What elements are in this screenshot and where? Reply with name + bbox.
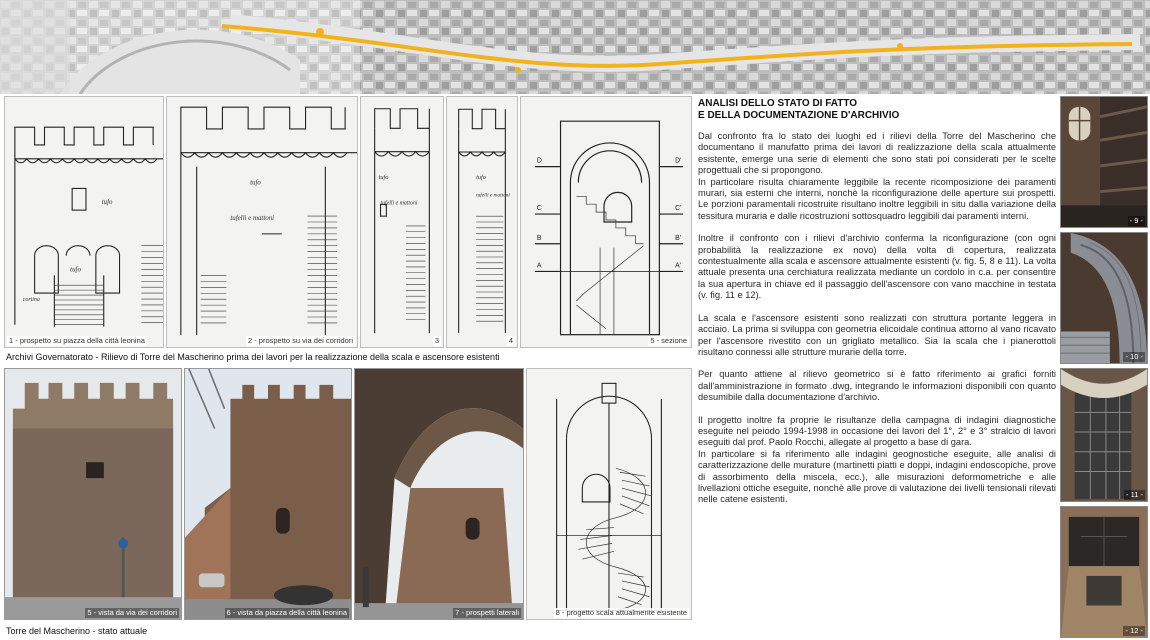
caption-drawing-2: 2 - prospetto su via dei corridori: [247, 336, 353, 345]
caption-drawing-3: 3: [434, 336, 439, 345]
caption-drawing-5: 5 - sezione: [650, 336, 687, 345]
label-tufo-d4: tufo: [476, 174, 486, 182]
caption-photo-5: 5 - vista da via dei corridori: [87, 608, 177, 617]
caption-photo-8: 8 - progetto scala attualmente esistente: [555, 608, 687, 617]
photo-fig-12: [1060, 506, 1148, 638]
photo-prospetti-laterali: [354, 368, 524, 620]
caption-fig-10: - 10 -: [1125, 352, 1143, 361]
label-cortina: cortina: [22, 297, 40, 303]
section-mark-b: B: [536, 234, 542, 242]
photo-vista-corridori: [4, 368, 182, 620]
drawing-progetto-scala: [526, 368, 692, 620]
drawing-prospetto-corridori: [166, 96, 358, 348]
analysis-text: [698, 98, 1056, 506]
caption-fig-9: - 9 -: [1129, 216, 1143, 225]
drawings-row-caption: Archivi Governatorato - Rilievo di Torre del Mascherino prima dei lavori per la realizzazione della scala e ascensore esistenti: [6, 352, 500, 362]
section-mark-d: D: [536, 157, 542, 165]
paragraph-4: La scala e l'ascensore esistenti sono realizzati con struttura portante leggera in acciaio. La prima si sviluppa con geometria elicoidale continua attorno al vano ricavato per l'ascensore rivestito con un grigliato metallico. Sia la scala che i pianerottoli risultano connessi alle strutture murarie della torre.: [698, 312, 1056, 357]
section-mark-d2: D': [675, 157, 682, 165]
label-tufo-2: tufo: [70, 266, 81, 274]
paragraph-6: Il progetto inoltre fa proprie le risultanze della campagna di indagini diagnostiche eseguite nel peiodo 1994-1998 in occasione dei lavori del 1°, 2° e 3° stralcio di lavori eseguiti dal prof. Paolo Rocchi, allegate al progetto a base di gara.: [698, 414, 1056, 448]
photo-fig-9: [1060, 96, 1148, 228]
section-title-line1: ANALISI DELLO STATO DI FATTO: [698, 98, 858, 109]
drawing-prospetto-piazza: [4, 96, 164, 348]
drawing-prospetto-3: [360, 96, 444, 348]
section-mark-c2: C': [675, 205, 682, 213]
paragraph-7: In particolare si fa riferimento alle indagini geognostiche eseguite, alle analisi di caratterizzazione delle murature (martinetti piatti e doppi, indagini endoscopiche, prove di assorbimento della miscela, ecc.), alle misurazioni deformometriche e alle livellazioni ottiche eseguite, nonchè alle prove di valutazione dei livelli tensionali rilevati nelle catene esistenti.: [698, 448, 1056, 505]
caption-fig-12: - 12 -: [1125, 626, 1143, 635]
section-mark-a2: A': [675, 262, 682, 270]
photo-vista-piazza: [184, 368, 352, 620]
photos-row-caption: Torre del Mascherino - stato attuale: [6, 626, 148, 636]
caption-drawing-4: 4: [508, 336, 513, 345]
label-tufelli-d2: tufelli e mattoni: [230, 215, 275, 223]
label-tufo-d2: tufo: [250, 179, 261, 187]
paragraph-1: Dal confronto fra lo stato dei luoghi ed i rilievi della Torre del Mascherino che documentano il manufatto prima dei lavori di realizzazione della scala attualmente esistente, emerge una serie di elementi che sono stati poi considerati per le scelte progettuali che si propongono.: [698, 131, 1056, 176]
drawing-prospetto-4: [446, 96, 518, 348]
label-tufelli-d4: tufelli e mattoni: [476, 192, 510, 199]
paragraph-3: Inoltre il confronto con i rilievi d'archivio conferma la riconfigurazione (con ogni probabilità la realizzazione ex novo) della volta di copertura, realizzata contestualmente alla scala e ascensore attualmente esistenti (v. fig. 5, 8 e 11). La volta attuale presenta una cerchiatura realizzata mediante un cordolo in c.a. per consentire la sua apertura in chiave ed il passaggio dell'ascensore con vano macchine in testata (v. fig. 11 e 12).: [698, 233, 1056, 301]
caption-drawing-1: 1 - prospetto su piazza della città leonina: [9, 336, 145, 345]
paragraph-2: In particolare risulta chiaramente leggibile la recente ricomposizione dei paramenti murari, sia esterni che interni, nonchè la riconfigurazione delle aperture sui prospetti. Le porzioni paramentali ricostruite risultano inoltre leggibili in situ dalla variazione della tessitura muraria e dalle ricostruzioni sottosquadro leggibili dai paramenti interni.: [698, 176, 1056, 221]
caption-fig-11: - 11 -: [1126, 490, 1143, 499]
section-title-line2: E DELLA DOCUMENTAZIONE D'ARCHIVIO: [698, 110, 900, 121]
paragraph-5: Per quanto attiene al rilievo geometrico si è fatto riferimento ai grafici forniti dall'amministrazione in formato .dwg, integrando le informazioni disponibili con quanto desumibile dalla documentazione d'archivio.: [698, 369, 1056, 403]
label-tufelli-d3: tufelli e mattoni: [380, 200, 418, 207]
label-tufo-d3: tufo: [378, 174, 389, 182]
caption-photo-6: 6 - vista da piazza della città leonina: [226, 608, 347, 617]
section-mark-c: C: [536, 205, 542, 213]
photo-fig-10: [1060, 232, 1148, 364]
photo-fig-11: [1060, 368, 1148, 502]
section-mark-a: A: [536, 262, 542, 270]
caption-photo-7: 7 - prospetti laterali: [455, 608, 519, 617]
label-tufo: tufo: [101, 199, 113, 207]
drawing-sezione: [520, 96, 692, 348]
aerial-map: [0, 0, 1150, 94]
section-mark-b2: B': [675, 234, 682, 242]
